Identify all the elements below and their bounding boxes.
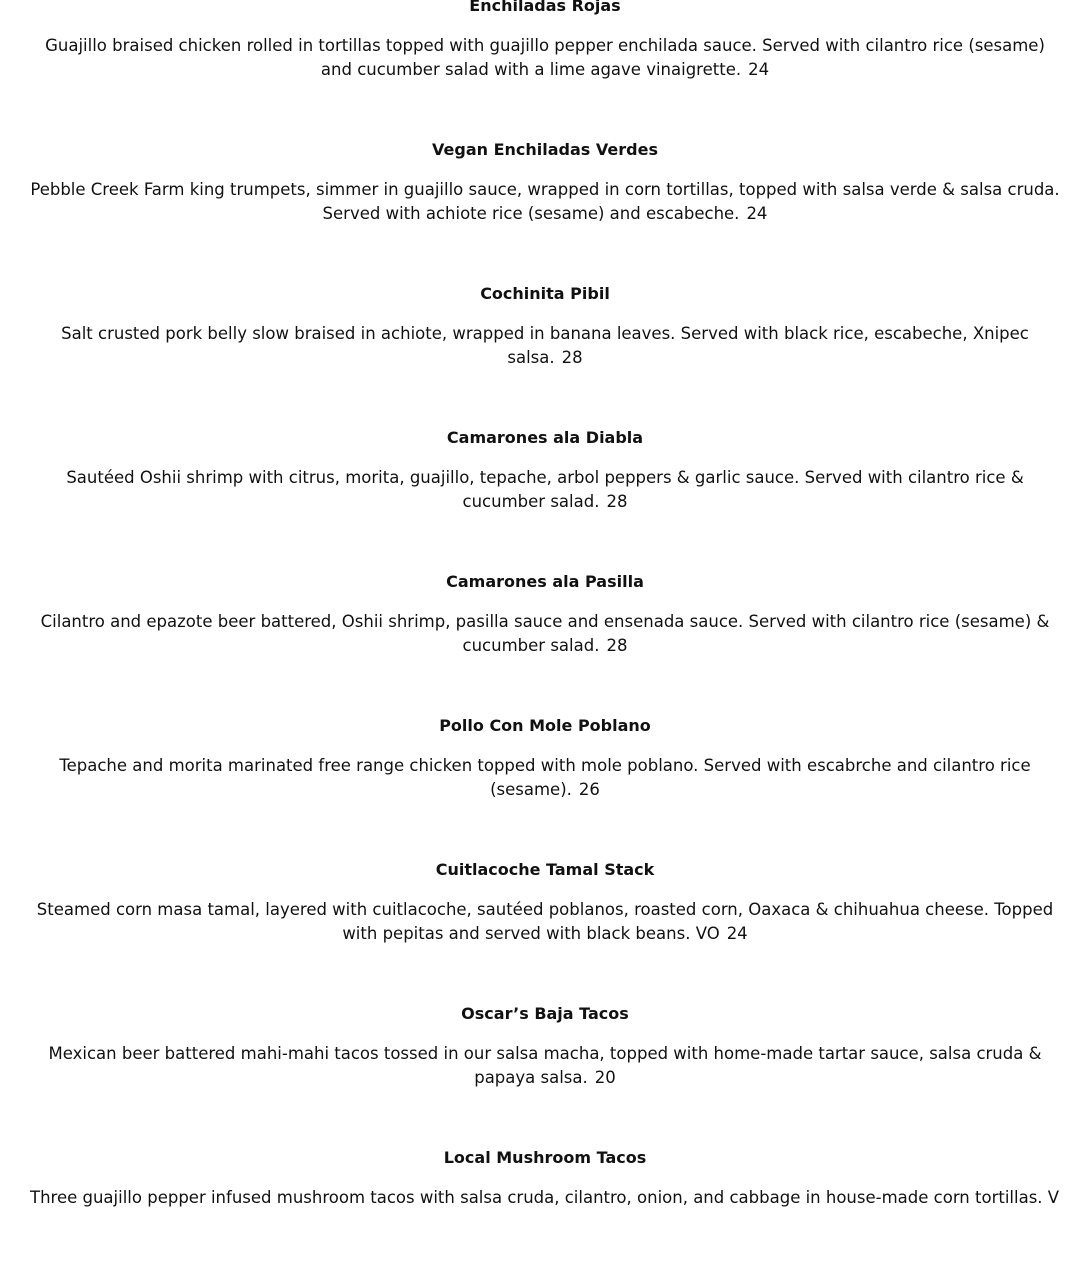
item-description [30, 466, 1060, 514]
item-name: Cuitlacoche Tamal Stack [435, 860, 655, 879]
item-description [30, 610, 1060, 658]
item-description-text: Tepache and morita marinated free range chicken topped with mole poblano. Served with escabrche and cilantro rice (sesame). [59, 756, 1031, 799]
item-description [30, 1186, 1060, 1210]
item-description-text: Pebble Creek Farm king trumpets, simmer in guajillo sauce, wrapped in corn tortillas, topped with salsa verde & salsa cruda. Served with achiote rice (sesame) and escabeche. [30, 180, 1060, 223]
item-name: Local Mushroom Tacos [443, 1148, 647, 1167]
item-price: 24 [746, 204, 768, 223]
item-price: 24 [726, 924, 748, 943]
menu-item [0, 562, 1090, 706]
item-description [30, 322, 1060, 370]
item-description-text: Steamed corn masa tamal, layered with cuitlacoche, sautéed poblanos, roasted corn, Oaxaca & chihuahua cheese. Topped with pepitas and served with black beans. VO [36, 900, 1054, 943]
item-name: Enchiladas Rojas [469, 0, 621, 15]
item-name: Vegan Enchiladas Verdes [432, 140, 658, 159]
menu-item [0, 1138, 1090, 1282]
item-description-text: Cilantro and epazote beer battered, Oshii shrimp, pasilla sauce and ensenada sauce. Served with cilantro rice (sesame) & cucumber salad. [40, 612, 1050, 655]
item-description [30, 898, 1060, 946]
menu-item [0, 706, 1090, 850]
item-description [30, 1042, 1060, 1090]
item-description-text: Guajillo braised chicken rolled in tortillas topped with guajillo pepper enchilada sauce. Served with cilantro rice (sesame) and cucumber salad with a lime agave vinaigrette. [45, 36, 1045, 79]
menu-item [0, 994, 1090, 1138]
item-name: Cochinita Pibil [480, 284, 610, 303]
item-description [30, 754, 1060, 802]
item-price: 24 [748, 60, 770, 79]
menu-item [0, 0, 1090, 130]
item-price: 20 [594, 1068, 616, 1087]
menu-item [0, 850, 1090, 994]
item-price: 26 [578, 780, 600, 799]
item-price: 28 [606, 636, 628, 655]
item-name: Camarones ala Pasilla [446, 572, 644, 591]
menu-item [0, 418, 1090, 562]
item-description-text: Mexican beer battered mahi-mahi tacos tossed in our salsa macha, topped with home-made tartar sauce, salsa cruda & papaya salsa. [48, 1044, 1042, 1087]
item-description-text: Sautéed Oshii shrimp with citrus, morita, guajillo, tepache, arbol peppers & garlic sauce. Served with cilantro rice & cucumber salad. [66, 468, 1024, 511]
item-description [30, 178, 1060, 226]
item-price: 28 [606, 492, 628, 511]
item-description [30, 34, 1060, 82]
item-price: 28 [561, 348, 583, 367]
menu-item [0, 130, 1090, 274]
item-description-text: Salt crusted pork belly slow braised in achiote, wrapped in banana leaves. Served with black rice, escabeche, Xnipec salsa. [61, 324, 1029, 367]
item-description-text: Three guajillo pepper infused mushroom tacos with salsa cruda, cilantro, onion, and cabbage in house-made corn tortillas. V [30, 1188, 1060, 1207]
item-name: Oscar’s Baja Tacos [461, 1004, 629, 1023]
menu-item [0, 274, 1090, 418]
item-name: Camarones ala Diabla [446, 428, 644, 447]
item-name: Pollo Con Mole Poblano [439, 716, 651, 735]
